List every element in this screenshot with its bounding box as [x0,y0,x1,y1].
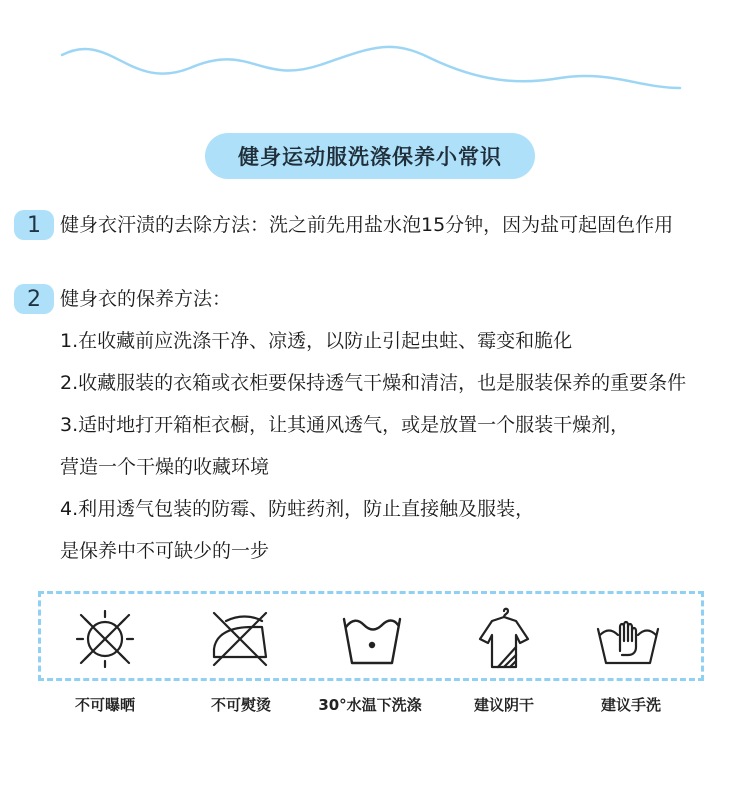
page-title: 健身运动服洗涤保养小常识 [205,133,535,179]
section2-heading: 健身衣的保养方法： [60,288,232,310]
care-icon-label: 不可熨烫 [210,696,271,714]
care-tip-line: 4.利用透气包装的防霉、防蛀药剂，防止直接触及服装， [60,498,535,520]
care-icon-label: 30°水温下洗涤 [318,696,422,714]
care-icon-label: 不可曝晒 [74,696,135,714]
care-icon-label: 建议阴干 [473,696,534,714]
hang-dry-shade-icon [468,607,540,671]
care-tip-line: 是保养中不可缺少的一步 [60,540,270,562]
care-tip-line: 1.在收藏前应洗涤干净、凉透，以防止引起虫蛀、霉变和脆化 [60,330,573,352]
care-tip-line: 2.收藏服装的衣箱或衣柜要保持透气干燥和清洁，也是服装保养的重要条件 [60,372,687,394]
section1-text: 健身衣汗渍的去除方法：洗之前先用盐水泡15分钟，因为盐可起固色作用 [60,214,674,236]
no-iron-icon [204,607,276,671]
section-number-badge: 1 [14,210,54,240]
care-tip-line: 营造一个干燥的收藏环境 [60,456,270,478]
hand-wash-icon [592,607,664,671]
section-number-badge: 2 [14,284,54,314]
wave-decoration [0,30,750,100]
care-tip-line: 3.适时地打开箱柜衣橱，让其通风透气，或是放置一个服装干燥剂， [60,414,630,436]
no-tumble-dry-icon [69,607,141,671]
care-icon-label: 建议手洗 [600,696,661,714]
wash-30-icon [336,607,408,671]
